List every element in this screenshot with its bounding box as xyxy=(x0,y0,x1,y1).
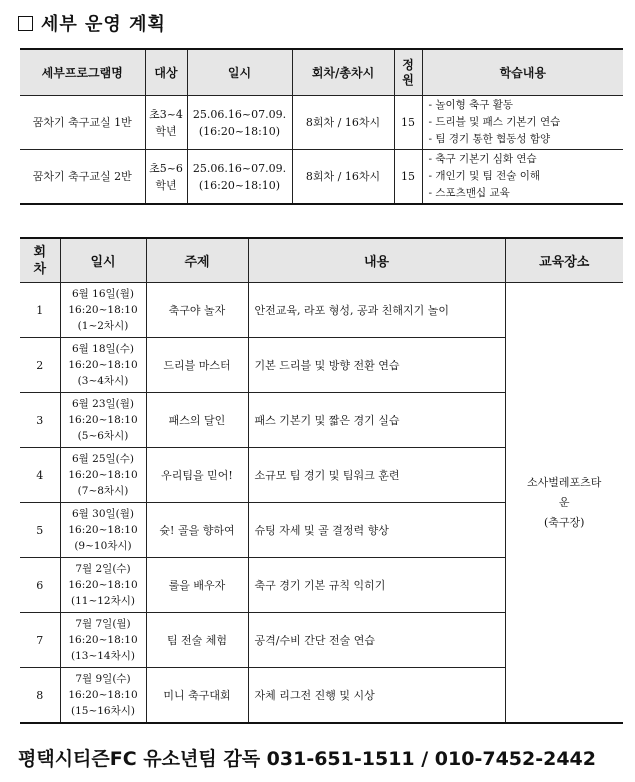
program-period: 25.06.16~07.09. (16:20~18:10) xyxy=(187,96,292,150)
round-number: 1 xyxy=(20,283,60,338)
target-grade: 초3~4 학년 xyxy=(145,96,187,150)
program-name: 꿈차기 축구교실 2반 xyxy=(20,150,145,205)
session-details: 소규모 팀 경기 및 팀워크 훈련 xyxy=(248,448,505,503)
session-topic: 슛! 골을 향하여 xyxy=(146,503,248,558)
header-date: 일시 xyxy=(60,238,146,283)
header-topic: 주제 xyxy=(146,238,248,283)
session-details: 안전교육, 라포 형성, 공과 친해지기 놀이 xyxy=(248,283,505,338)
header-content: 학습내용 xyxy=(422,49,623,96)
session-details: 공격/수비 간단 전술 연습 xyxy=(248,613,505,668)
capacity: 15 xyxy=(394,150,422,205)
round-number: 5 xyxy=(20,503,60,558)
venue: 소사벌레포츠타 운 (축구장) xyxy=(505,283,623,724)
header-target: 대상 xyxy=(145,49,187,96)
session-date: 6월 18일(수) 16:20~18:10 (3~4차시) xyxy=(60,338,146,393)
session-topic: 드리블 마스터 xyxy=(146,338,248,393)
section-title xyxy=(18,10,166,36)
round-number: 7 xyxy=(20,613,60,668)
overview-header-row xyxy=(20,49,623,96)
session-count: 8회차 / 16차시 xyxy=(292,150,394,205)
learning-content: - 축구 기본기 심화 연습 - 개인기 및 팀 전술 이해 - 스포츠맨십 교육 xyxy=(422,150,623,205)
session-topic: 룰을 배우자 xyxy=(146,558,248,613)
header-period: 일시 xyxy=(187,49,292,96)
session-topic: 팀 전술 체험 xyxy=(146,613,248,668)
header-venue: 교육장소 xyxy=(505,238,623,283)
session-date: 6월 25일(수) 16:20~18:10 (7~8차시) xyxy=(60,448,146,503)
section-title-text: 세부 운영 계획 xyxy=(41,14,166,35)
round-number: 6 xyxy=(20,558,60,613)
header-sessions: 회차/총차시 xyxy=(292,49,394,96)
table-row xyxy=(20,283,623,338)
session-date: 7월 9일(수) 16:20~18:10 (15~16차시) xyxy=(60,668,146,724)
header-details: 내용 xyxy=(248,238,505,283)
session-details: 기본 드리블 및 방향 전환 연습 xyxy=(248,338,505,393)
capacity: 15 xyxy=(394,96,422,150)
session-date: 7월 7일(월) 16:20~18:10 (13~14차시) xyxy=(60,613,146,668)
round-number: 8 xyxy=(20,668,60,724)
session-topic: 우리팀을 믿어! xyxy=(146,448,248,503)
session-details: 축구 경기 기본 규칙 익히기 xyxy=(248,558,505,613)
header-program: 세부프로그램명 xyxy=(20,49,145,96)
session-topic: 미니 축구대회 xyxy=(146,668,248,724)
session-topic: 패스의 달인 xyxy=(146,393,248,448)
schedule-header-row xyxy=(20,238,623,283)
contact-info: 평택시티즌FC 유소년팀 감독 031-651-1511 / 010-7452-2442 xyxy=(18,748,596,770)
program-period: 25.06.16~07.09. (16:20~18:10) xyxy=(187,150,292,205)
session-details: 슈팅 자세 및 골 결정력 향상 xyxy=(248,503,505,558)
schedule-table xyxy=(20,237,623,724)
session-date: 6월 30일(월) 16:20~18:10 (9~10차시) xyxy=(60,503,146,558)
table-row xyxy=(20,150,623,205)
session-topic: 축구야 놀자 xyxy=(146,283,248,338)
program-name: 꿈차기 축구교실 1반 xyxy=(20,96,145,150)
header-round: 회 차 xyxy=(20,238,60,283)
round-number: 2 xyxy=(20,338,60,393)
session-date: 6월 16일(월) 16:20~18:10 (1~2차시) xyxy=(60,283,146,338)
round-number: 3 xyxy=(20,393,60,448)
session-date: 6월 23일(월) 16:20~18:10 (5~6차시) xyxy=(60,393,146,448)
target-grade: 초5~6 학년 xyxy=(145,150,187,205)
learning-content: - 놀이형 축구 활동 - 드리블 및 패스 기본기 연습 - 팀 경기 통한 협동성 함양 xyxy=(422,96,623,150)
overview-table xyxy=(20,48,623,205)
header-capacity: 정 원 xyxy=(394,49,422,96)
table-row xyxy=(20,96,623,150)
session-count: 8회차 / 16차시 xyxy=(292,96,394,150)
checkbox-icon xyxy=(18,16,33,31)
session-details: 패스 기본기 및 짧은 경기 실습 xyxy=(248,393,505,448)
session-date: 7월 2일(수) 16:20~18:10 (11~12차시) xyxy=(60,558,146,613)
session-details: 자체 리그전 진행 및 시상 xyxy=(248,668,505,724)
round-number: 4 xyxy=(20,448,60,503)
